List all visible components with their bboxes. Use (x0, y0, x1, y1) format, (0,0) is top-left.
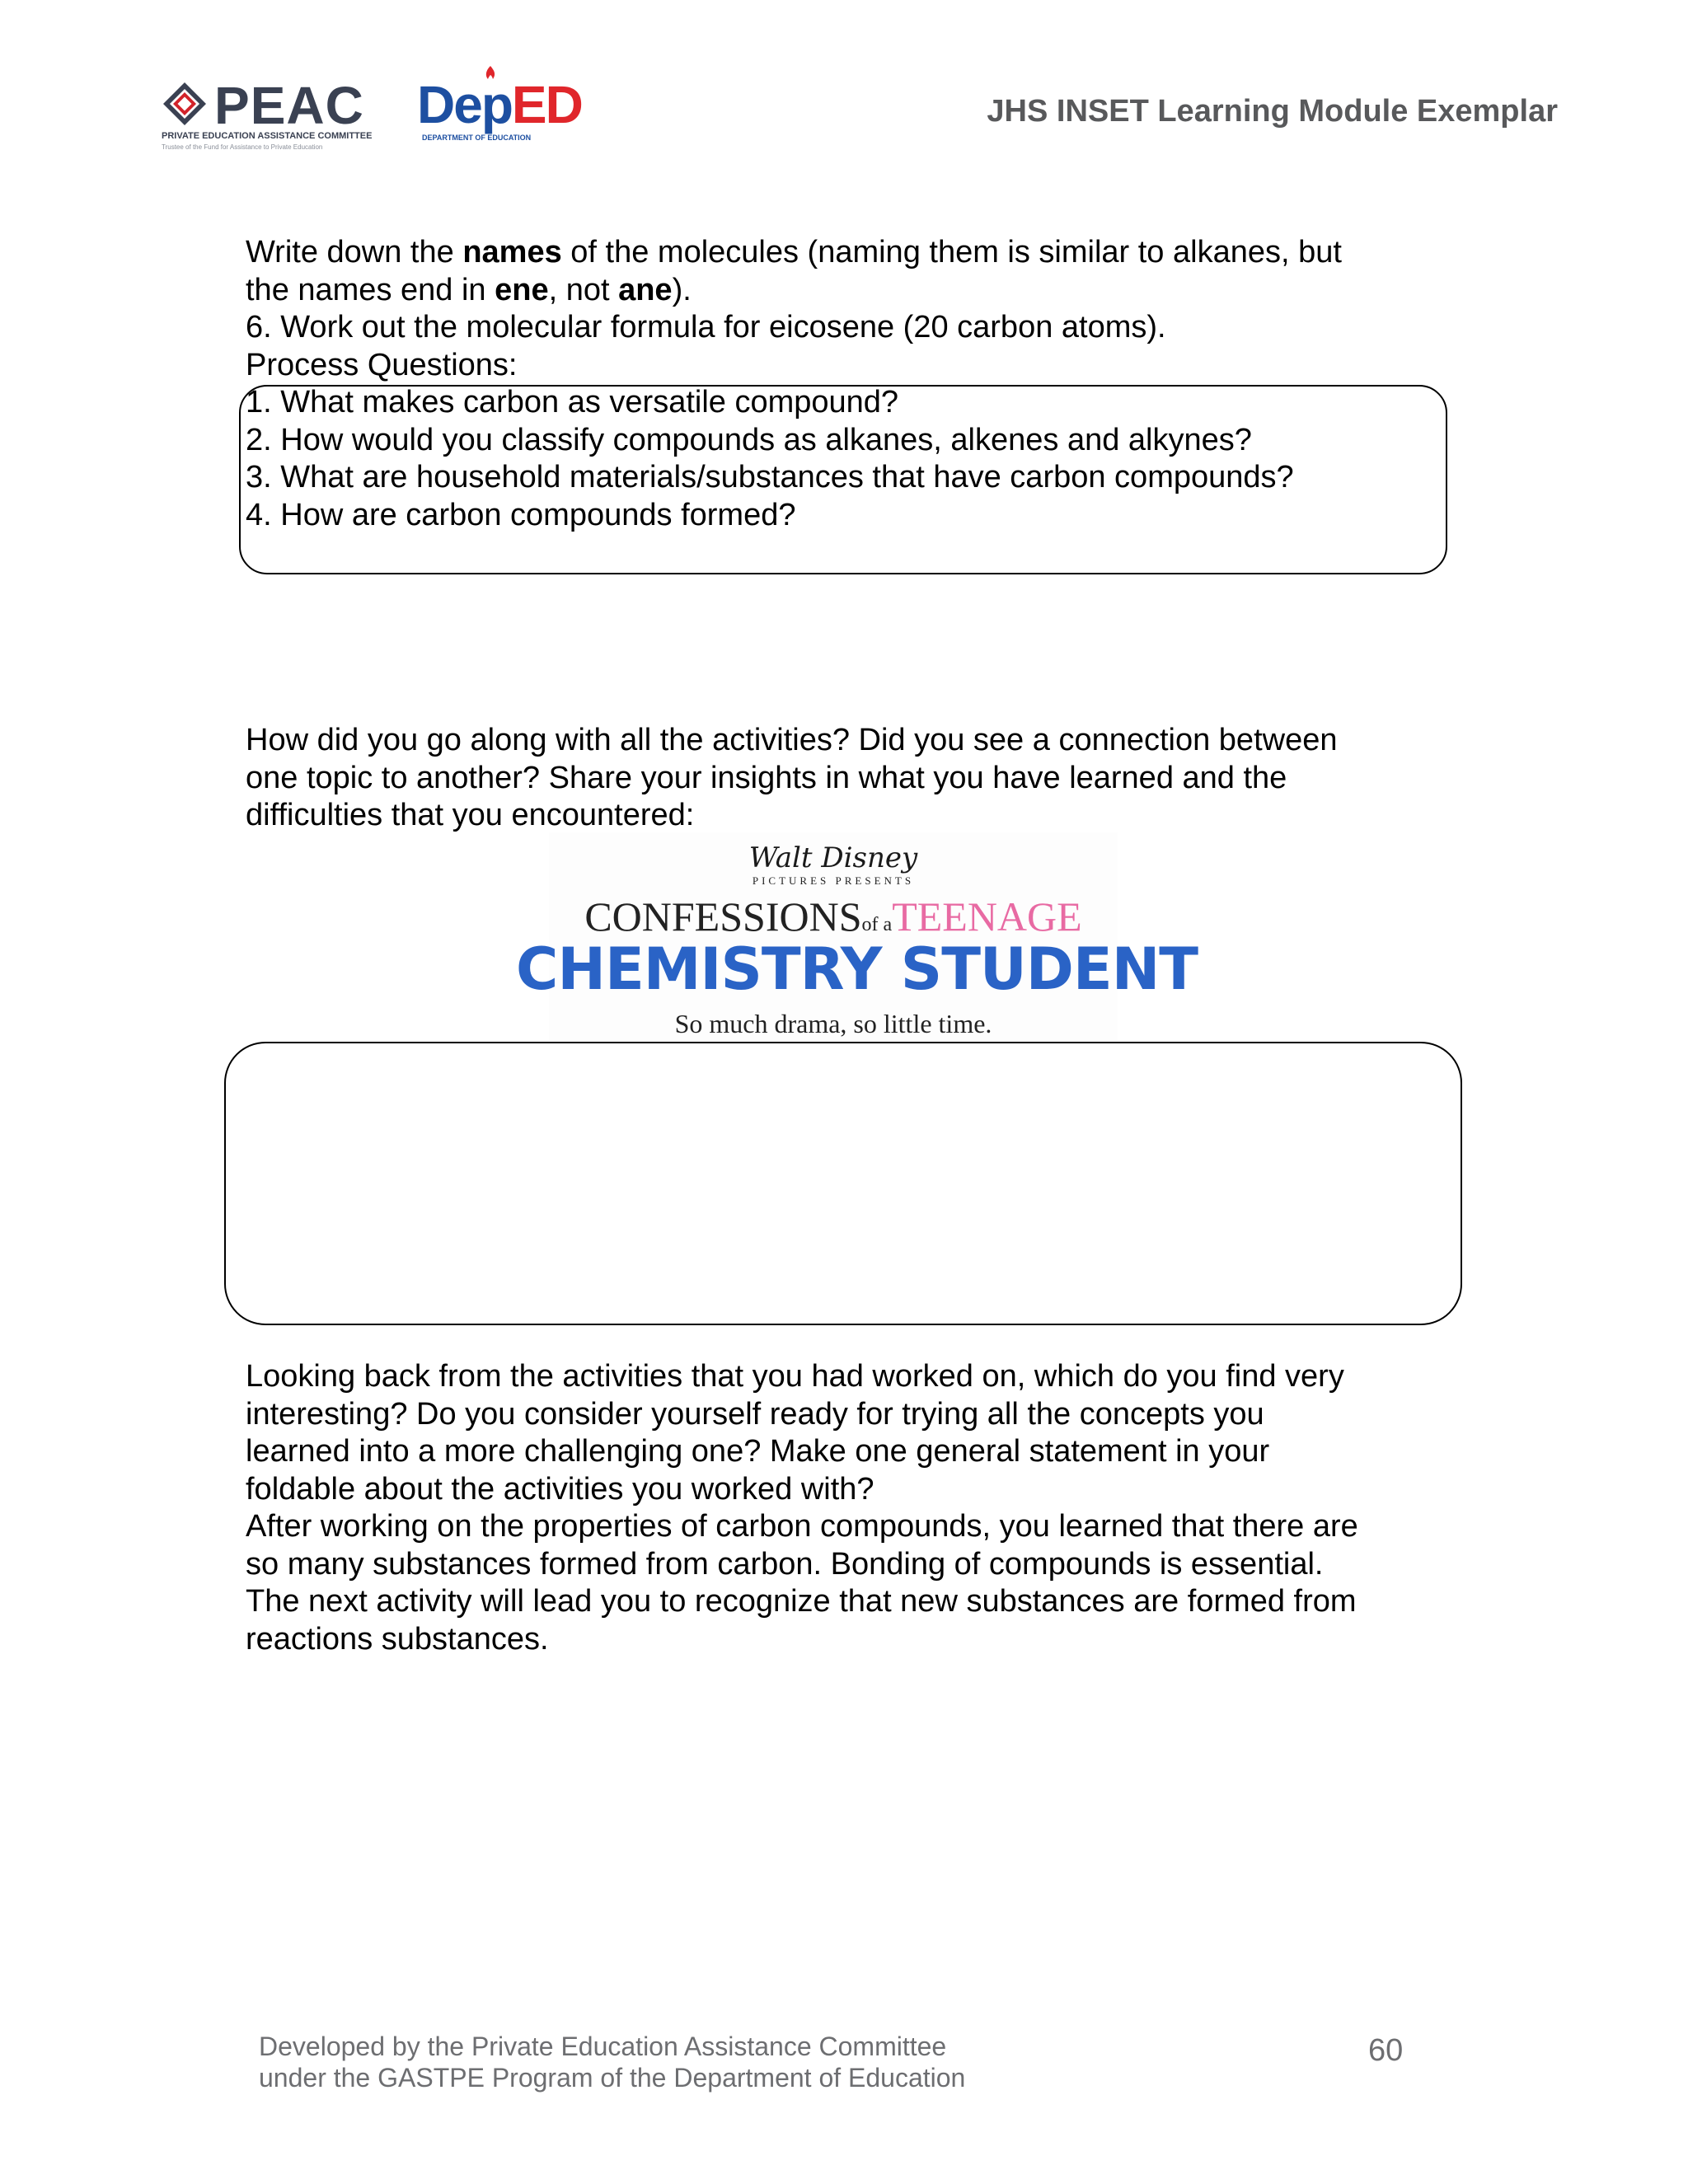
peac-logo-text: PEAC (214, 76, 364, 135)
deped-logo-subtitle: DEPARTMENT OF EDUCATION (422, 134, 532, 142)
peac-emblem-icon (162, 81, 208, 127)
footer-credit (259, 2031, 965, 2093)
header-title: JHS INSET Learning Module Exemplar (987, 94, 1558, 129)
banner-chemistry-student: CHEMISTRY STUDENT (516, 935, 1198, 1003)
instruction-line-2 (246, 272, 1457, 310)
process-question: 2. How would you classify compounds as alkanes, alkenes and alkynes? (246, 422, 1252, 457)
reflection-line: one topic to another? Share your insights in what you have learned and the (246, 760, 1287, 795)
banner-pictures-presents: PICTURES PRESENTS (752, 874, 915, 887)
banner-confessions: CONFESSIONS (584, 893, 862, 940)
banner-of-a: of a (861, 914, 893, 935)
reflection-prompt (246, 722, 1457, 835)
bold-run: ane (618, 272, 673, 307)
closing-line: Looking back from the activities that you had worked on, which do you find very (246, 1359, 1344, 1394)
text-run: , not (548, 272, 619, 307)
insights-answer-box[interactable] (224, 1042, 1462, 1325)
closing-line: reactions substances. (246, 1621, 549, 1657)
deped-logo (417, 64, 582, 147)
banner-disney-logo: Walt Disney (748, 841, 918, 874)
reflection-line: How did you go along with all the activities? Did you see a connection between (246, 723, 1338, 757)
deped-logo-ed: ED (511, 75, 582, 134)
process-questions-box (239, 385, 1447, 574)
closing-line: After working on the properties of carbon compounds, you learned that there are (246, 1509, 1358, 1544)
process-question: 3. What are household materials/substances that have carbon compounds? (246, 460, 1294, 494)
closing-line: interesting? Do you consider yourself ready for trying all the concepts you (246, 1396, 1264, 1432)
reflection-line: difficulties that you encountered: (246, 798, 695, 832)
closing-line: so many substances formed from carbon. Bonding of compounds is essential. (246, 1546, 1324, 1582)
banner-tagline: So much drama, so little time. (674, 1009, 992, 1038)
bold-run: ene (495, 272, 549, 307)
bold-run: names (462, 235, 562, 269)
text-run: the names end in (246, 272, 495, 307)
peac-logo-tagline: Trustee of the Fund for Assistance to Private Education (162, 143, 323, 151)
chemistry-student-banner (516, 832, 1198, 1040)
process-questions-heading: Process Questions: (246, 347, 518, 382)
instruction-line-3: 6. Work out the molecular formula for eicosene (20 carbon atoms). (246, 310, 1166, 344)
banner-teenage: TEENAGE (892, 893, 1082, 940)
deped-logo-dep: Dep (417, 75, 512, 134)
deped-logo-text (417, 76, 582, 134)
peac-logo (162, 76, 392, 158)
page-number: 60 (1368, 2033, 1404, 2068)
footer-line-1: Developed by the Private Education Assistance Committee (259, 2032, 947, 2061)
process-question: 4. How are carbon compounds formed? (246, 497, 796, 532)
closing-paragraph (246, 1358, 1457, 1658)
text-run: Write down the (246, 235, 463, 269)
closing-line: The next activity will lead you to recognize that new substances are formed from (246, 1584, 1357, 1619)
text-run: of the molecules (naming them is similar to alkanes, but (561, 235, 1342, 269)
footer-line-2: under the GASTPE Program of the Department of Education (259, 2063, 966, 2093)
peac-logo-subtitle: PRIVATE EDUCATION ASSISTANCE COMMITTEE (162, 131, 373, 141)
closing-line: learned into a more challenging one? Make one general statement in your (246, 1434, 1270, 1469)
process-question: 1. What makes carbon as versatile compound? (246, 385, 899, 419)
closing-line: foldable about the activities you worked with? (246, 1471, 874, 1507)
instruction-line-1 (246, 234, 1457, 272)
text-run: ). (672, 272, 692, 307)
